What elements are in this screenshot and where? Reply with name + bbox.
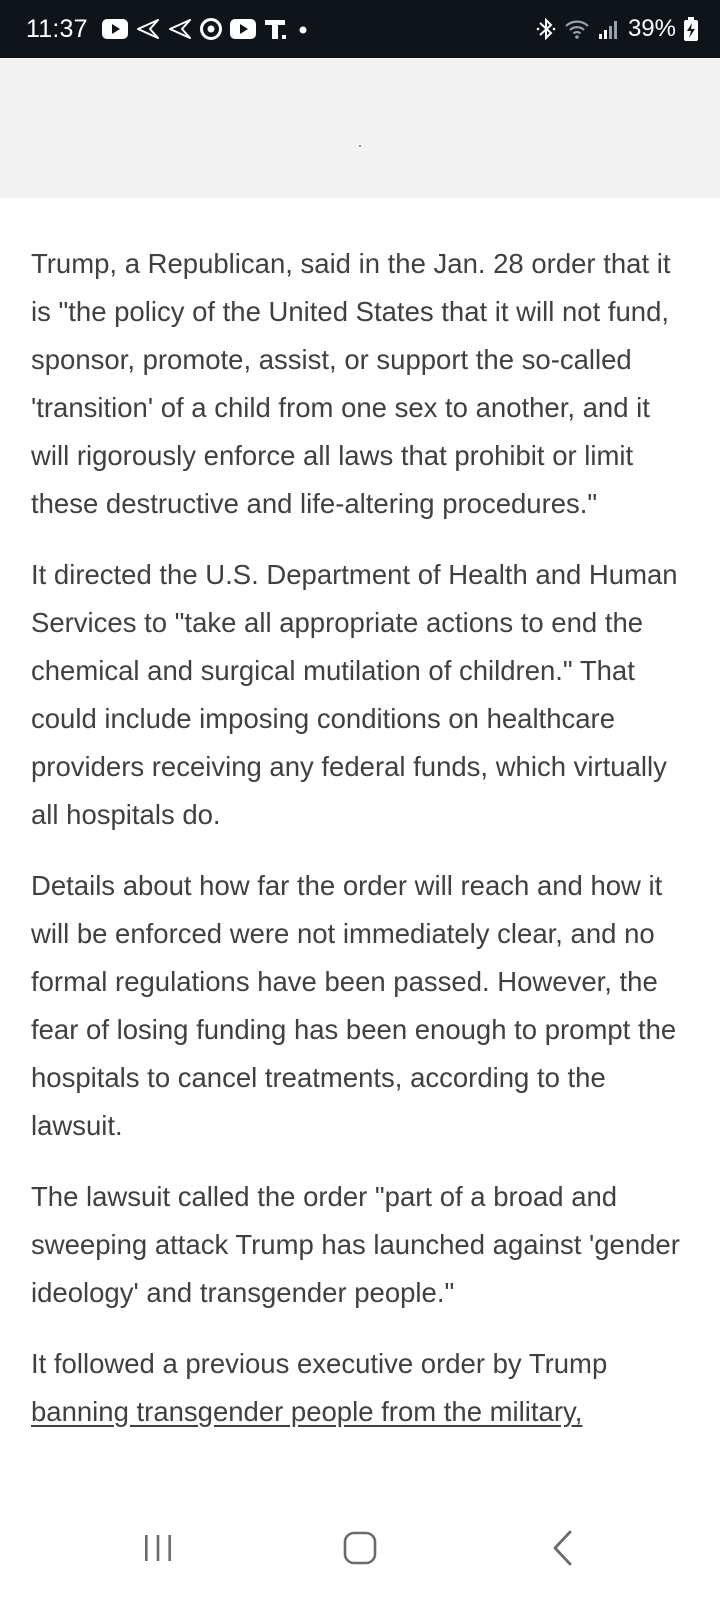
signal-icon [598, 18, 620, 40]
wifi-icon [564, 18, 590, 40]
status-right [536, 15, 698, 43]
battery-percent: 39% [627, 15, 676, 42]
back-button[interactable] [503, 1500, 623, 1600]
ad-loading-dot [359, 145, 361, 147]
article-paragraph: It directed the U.S. Department of Health and Human Services to "take all appropriate actions to end the chemical and surgical mutilation of children." That could include imposing conditions on healthcare providers receiving any federal funds, which virtually all hospitals do. [31, 559, 678, 830]
back-icon [551, 1530, 575, 1571]
recent-apps-button[interactable] [98, 1500, 218, 1600]
t-app-icon [264, 18, 288, 40]
dot-icon [296, 22, 310, 36]
military-ban-link[interactable]: banning transgender people from the military, [31, 1396, 583, 1427]
navigation-bar [0, 1500, 720, 1600]
target-icon [200, 18, 222, 40]
status-time: 11:37 [26, 14, 88, 43]
airplane-icon [168, 18, 192, 40]
battery-charging-icon [684, 17, 698, 41]
article-paragraph: Details about how far the order will reach and how it will be enforced were not immediately clear, and no formal regulations have been passed. However, the fear of losing funding has been enough to prompt the hospitals to cancel treatments, according to the lawsuit. [31, 870, 677, 1141]
youtube-icon [230, 19, 256, 39]
article-paragraph [31, 1340, 692, 1436]
article-paragraph: Trump, a Republican, said in the Jan. 28 order that it is "the policy of the United States that it will not fund, sponsor, promote, assist, or support the so-called 'transition' of a child from one sex to another, and it will rigorously enforce all laws that prohibit or limit these destructive and life-altering procedures." [31, 248, 671, 519]
ad-placeholder [0, 58, 720, 198]
home-button[interactable] [300, 1500, 420, 1600]
bluetooth-icon [536, 17, 556, 41]
airplane-icon [136, 18, 160, 40]
recent-apps-icon [141, 1533, 175, 1568]
status-left [26, 15, 310, 44]
article-paragraph-text: It followed a previous executive order by Trump [31, 1348, 608, 1379]
article-body [0, 240, 720, 1459]
article-paragraph: The lawsuit called the order "part of a broad and sweeping attack Trump has launched against 'gender ideology' and transgender people." [31, 1181, 680, 1308]
home-icon [343, 1531, 377, 1570]
status-bar [0, 0, 720, 58]
youtube-icon [102, 19, 128, 39]
